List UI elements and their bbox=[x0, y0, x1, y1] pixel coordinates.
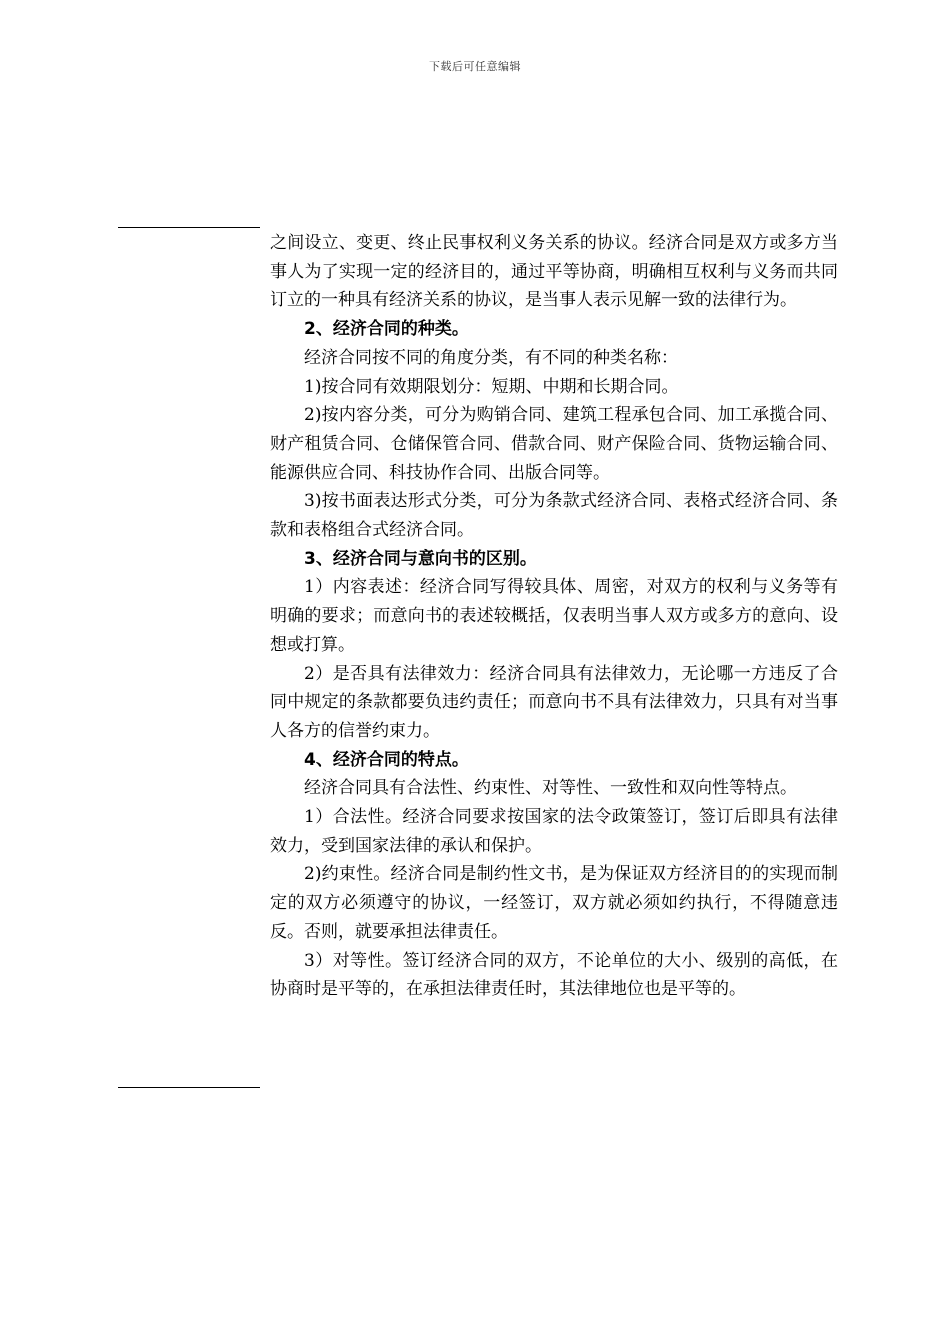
top-margin-rule bbox=[118, 227, 260, 228]
paragraph-2-3: 3)按书面表达形式分类，可分为条款式经济合同、表格式经济合同、条款和表格组合式经济合同。 bbox=[270, 491, 838, 541]
section-heading-4: 4、经济合同的特点。 bbox=[304, 749, 469, 770]
document-body bbox=[270, 229, 838, 1004]
paragraph-3-1: 1）内容表述：经济合同写得较具体、周密，对双方的权利与义务等有明确的要求；而意向书的表述较概括，仅表明当事人双方或多方的意向、设想或打算。 bbox=[270, 577, 838, 655]
paragraph-2-1: 1)按合同有效期限划分：短期、中期和长期合同。 bbox=[304, 376, 679, 397]
paragraph-3-2: 2）是否具有法律效力：经济合同具有法律效力，无论哪一方违反了合同中规定的条款都要负违约责任；而意向书不具有法律效力，只具有对当事人各方的信誉约束力。 bbox=[270, 663, 838, 741]
paragraph-4-2: 2)约束性。经济合同是制约性文书，是为保证双方经济目的的实现而制定的双方必须遵守的协议，一经签订，双方就必须如约执行，不得随意违反。否则，就要承担法律责任。 bbox=[270, 864, 838, 942]
paragraph-4-1: 1）合法性。经济合同要求按国家的法令政策签订，签订后即具有法律效力，受到国家法律的承认和保护。 bbox=[270, 807, 838, 856]
paragraph-2-0: 经济合同按不同的角度分类，有不同的种类名称： bbox=[304, 347, 678, 368]
paragraph-2-2: 2)按内容分类，可分为购销合同、建筑工程承包合同、加工承揽合同、财产租赁合同、仓储保管合同、借款合同、财产保险合同、货物运输合同、能源供应合同、科技协作合同、出版合同等。 bbox=[270, 405, 838, 483]
page-header: 下载后可任意编辑 bbox=[429, 60, 521, 73]
bottom-margin-rule bbox=[118, 1087, 260, 1088]
section-heading-3: 3、经济合同与意向书的区别。 bbox=[304, 548, 537, 569]
paragraph-4-0: 经济合同具有合法性、约束性、对等性、一致性和双向性等特点。 bbox=[304, 778, 797, 799]
paragraph-4-3: 3）对等性。签订经济合同的双方，不论单位的大小、级别的高低，在协商时是平等的，在承担法律责任时，其法律地位也是平等的。 bbox=[270, 950, 838, 1000]
section-heading-2: 2、经济合同的种类。 bbox=[304, 319, 469, 340]
paragraph-intro: 之间设立、变更、终止民事权利义务关系的协议。经济合同是双方或多方当事人为了实现一定的经济目的，通过平等协商，明确相互权利与义务而共同订立的一种具有经济关系的协议，是当事人表示见解一致的法律行为。 bbox=[270, 233, 838, 311]
